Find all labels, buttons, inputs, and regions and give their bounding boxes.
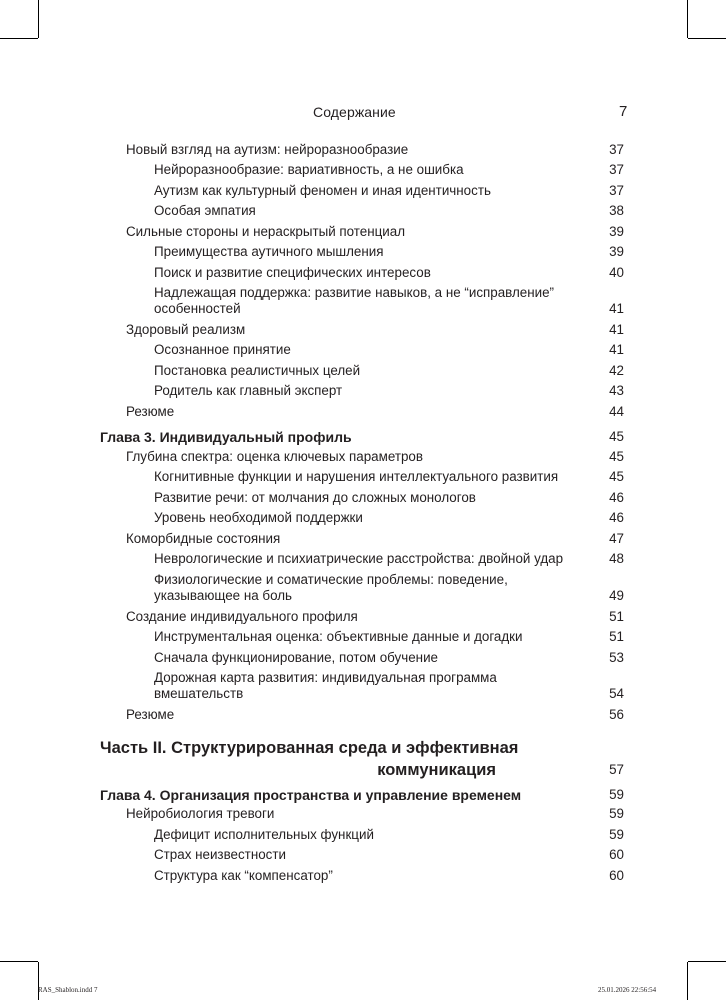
toc-entry: Глубина спектра: оценка ключевых параметров bbox=[126, 449, 423, 464]
toc-entry: Поиск и развитие специфических интересов bbox=[154, 265, 431, 280]
toc-part-heading: Часть II. Структурированная среда и эффективная bbox=[100, 739, 519, 757]
toc-entry: Резюме bbox=[126, 404, 175, 419]
toc-page: 42 bbox=[609, 363, 624, 378]
toc-entry-continuation: вмешательств bbox=[154, 686, 244, 701]
toc-page: 59 bbox=[609, 787, 624, 802]
toc-chapter-heading: Глава 3. Индивидуальный профиль bbox=[100, 429, 352, 445]
toc-page: 39 bbox=[609, 224, 624, 239]
toc-page: 51 bbox=[609, 609, 624, 624]
toc-page: 51 bbox=[609, 629, 624, 644]
toc-page: 53 bbox=[609, 650, 624, 665]
toc-entry: Надлежащая поддержка: развитие навыков, а не “исправление” bbox=[154, 285, 555, 300]
toc-page: 59 bbox=[609, 827, 624, 842]
toc-page: 41 bbox=[609, 301, 624, 316]
toc-entry: Неврологические и психиатрические расстройства: двойной удар bbox=[154, 551, 564, 566]
toc-page: 59 bbox=[609, 806, 624, 821]
toc-entry: Осознанное принятие bbox=[154, 342, 291, 357]
toc-page: 37 bbox=[609, 183, 624, 198]
toc-entry: Постановка реалистичных целей bbox=[154, 363, 361, 378]
toc-page: 54 bbox=[609, 686, 624, 701]
toc-entry: Особая эмпатия bbox=[154, 203, 256, 218]
page-number: 7 bbox=[619, 103, 628, 120]
toc-page: 46 bbox=[609, 510, 624, 525]
toc-entry: Структура как “компенсатор” bbox=[154, 868, 333, 883]
toc-entry: Родитель как главный эксперт bbox=[154, 383, 343, 398]
toc-entry: Когнитивные функции и нарушения интеллектуального развития bbox=[154, 469, 559, 484]
toc-page: 45 bbox=[609, 449, 624, 464]
toc-chapter-heading: Глава 4. Организация пространства и управление временем bbox=[100, 787, 522, 803]
toc-page: 46 bbox=[609, 490, 624, 505]
toc-entry: Нейробиология тревоги bbox=[126, 806, 275, 821]
toc-page: 45 bbox=[609, 469, 624, 484]
toc-entry: Сильные стороны и нераскрытый потенциал bbox=[126, 224, 406, 239]
toc-entry-continuation: особенностей bbox=[154, 301, 241, 316]
toc-page: 40 bbox=[609, 265, 624, 280]
toc-entry: Дорожная карта развития: индивидуальная программа bbox=[154, 670, 497, 685]
toc-page: 48 bbox=[609, 551, 624, 566]
toc-page: 60 bbox=[609, 868, 624, 883]
toc-page: 44 bbox=[609, 404, 624, 419]
toc-entry: Дефицит исполнительных функций bbox=[154, 827, 374, 842]
running-head: Содержание bbox=[313, 104, 396, 120]
slug-filename: RAS_Shablon.indd 7 bbox=[38, 986, 98, 994]
toc-page: 43 bbox=[609, 383, 624, 398]
toc-entry: Уровень необходимой поддержки bbox=[154, 510, 363, 525]
toc-entry: Новый взгляд на аутизм: нейроразнообразие bbox=[126, 142, 409, 157]
toc-entry: Создание индивидуального профиля bbox=[126, 609, 358, 624]
toc-page: 49 bbox=[609, 588, 624, 603]
toc-page: 47 bbox=[609, 531, 624, 546]
toc-page: 57 bbox=[609, 762, 624, 777]
toc-page: 60 bbox=[609, 847, 624, 862]
toc-part-heading-continuation: коммуникация bbox=[377, 761, 496, 779]
toc-page: 38 bbox=[609, 203, 624, 218]
toc-entry: Резюме bbox=[126, 707, 175, 722]
toc-page: 45 bbox=[609, 429, 624, 444]
toc-page: 56 bbox=[609, 707, 624, 722]
toc-entry: Аутизм как культурный феномен и иная идентичность bbox=[154, 183, 491, 198]
toc-page: 41 bbox=[609, 322, 624, 337]
toc-entry: Нейроразнообразие: вариативность, а не ошибка bbox=[154, 162, 464, 177]
toc-entry: Страх неизвестности bbox=[154, 847, 286, 862]
toc-entry: Коморбидные состояния bbox=[126, 531, 281, 546]
toc-page: 39 bbox=[609, 244, 624, 259]
toc-page: 37 bbox=[609, 162, 624, 177]
toc-entry: Инструментальная оценка: объективные данные и догадки bbox=[154, 629, 523, 644]
slug-timestamp: 25.01.2026 22:56:54 bbox=[598, 986, 657, 994]
toc-page: 37 bbox=[609, 142, 624, 157]
toc-entry: Развитие речи: от молчания до сложных монологов bbox=[154, 490, 476, 505]
toc-entry: Здоровый реализм bbox=[126, 322, 246, 337]
toc-entry-continuation: указывающее на боль bbox=[154, 588, 293, 603]
toc-page: 41 bbox=[609, 342, 624, 357]
toc-entry: Сначала функционирование, потом обучение bbox=[154, 650, 439, 665]
toc-entry: Физиологические и соматические проблемы: поведение, bbox=[154, 572, 508, 587]
toc-entry: Преимущества аутичного мышления bbox=[154, 244, 384, 259]
